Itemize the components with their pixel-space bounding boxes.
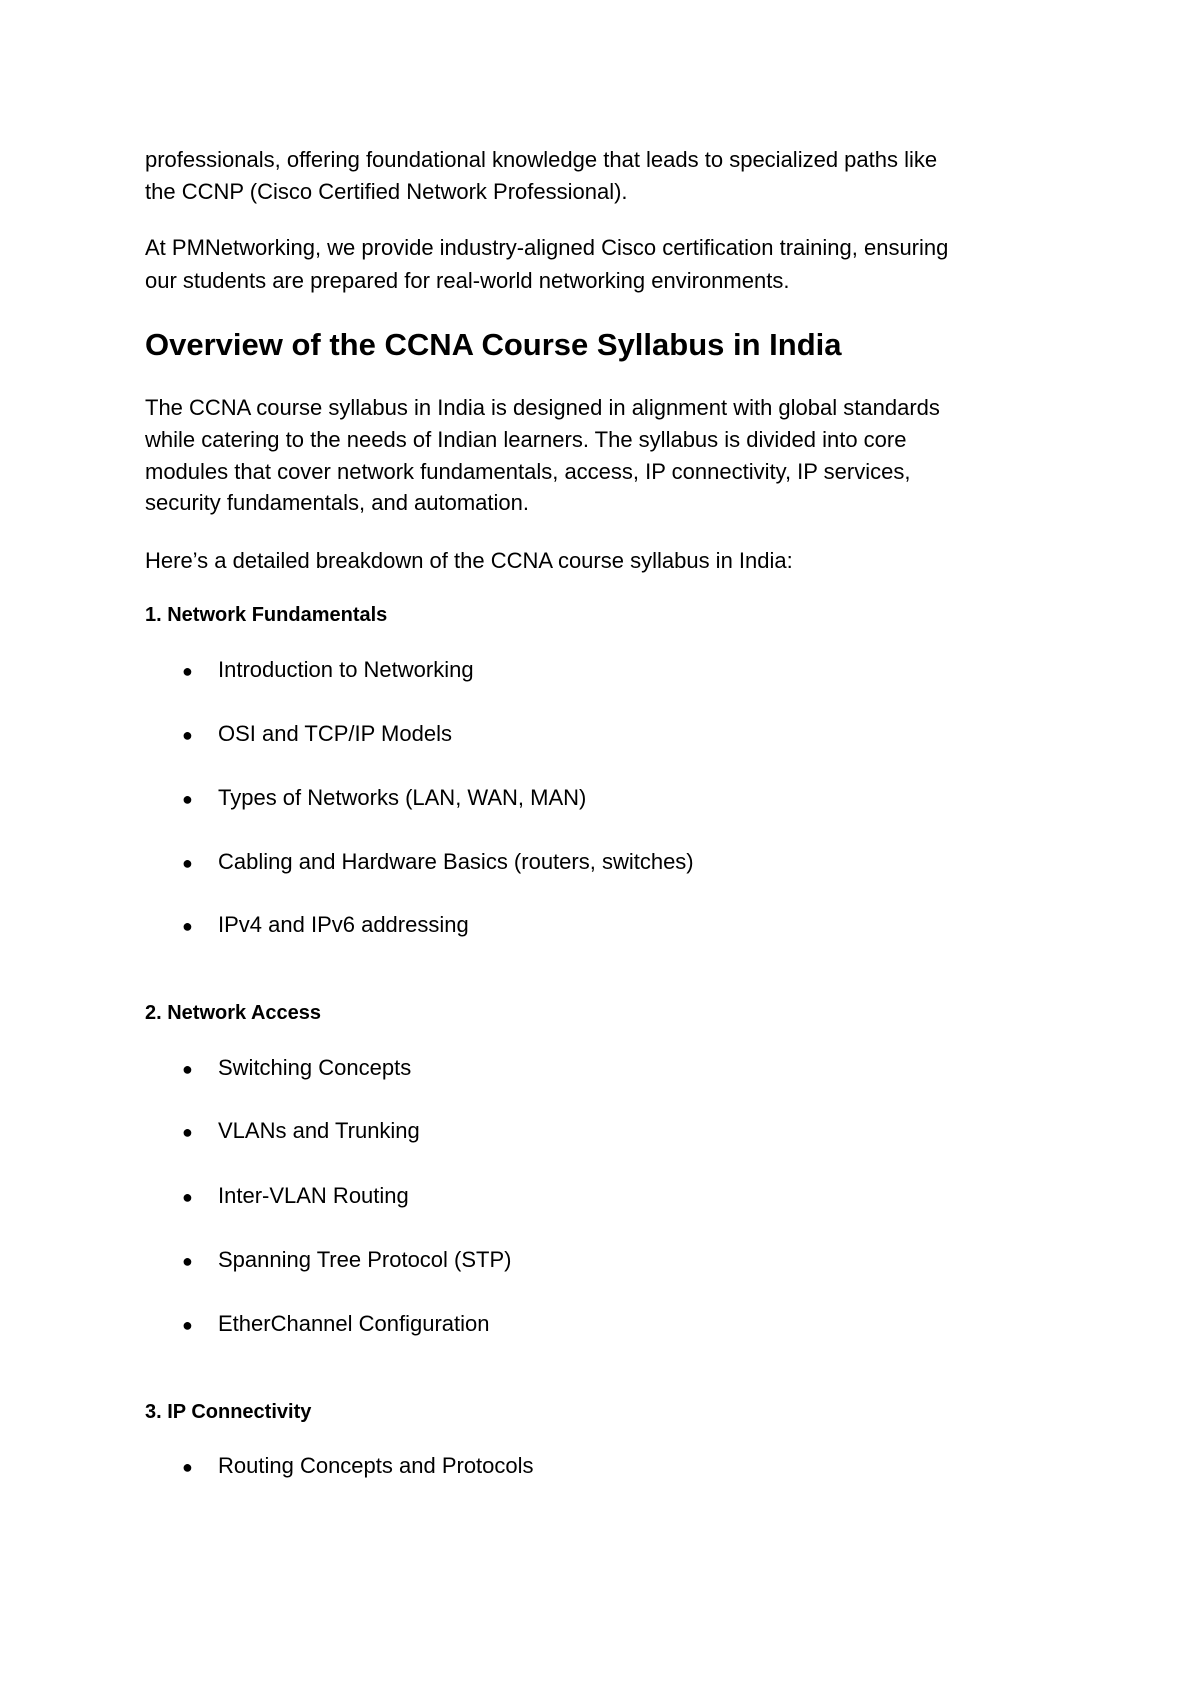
bullet-icon: ● bbox=[182, 1122, 193, 1142]
section-heading: Overview of the CCNA Course Syllabus in India bbox=[145, 327, 842, 362]
bullet-icon: ● bbox=[182, 725, 193, 745]
bullet-icon: ● bbox=[182, 1315, 193, 1335]
list-item: ● IPv4 and IPv6 addressing bbox=[182, 909, 469, 942]
list-item: ● VLANs and Trunking bbox=[182, 1115, 420, 1148]
paragraph-line: The CCNA course syllabus in India is designed in alignment with global standards bbox=[145, 395, 940, 420]
paragraph-line: Here’s a detailed breakdown of the CCNA course syllabus in India: bbox=[145, 548, 793, 573]
bullet-icon: ● bbox=[182, 1251, 193, 1271]
paragraph-line: while catering to the needs of Indian learners. The syllabus is divided into core bbox=[145, 427, 907, 452]
list-item: ● Spanning Tree Protocol (STP) bbox=[182, 1244, 511, 1277]
list-item: ● Cabling and Hardware Basics (routers, switches) bbox=[182, 846, 694, 879]
paragraph-line: our students are prepared for real-world networking environments. bbox=[145, 268, 790, 293]
paragraph-line: At PMNetworking, we provide industry-aligned Cisco certification training, ensuring bbox=[145, 235, 949, 260]
paragraph-line: security fundamentals, and automation. bbox=[145, 490, 530, 515]
bullet-icon: ● bbox=[182, 1457, 193, 1477]
list-item: ● Inter-VLAN Routing bbox=[182, 1180, 409, 1213]
subsection-heading: 3. IP Connectivity bbox=[145, 1401, 312, 1423]
bullet-icon: ● bbox=[182, 1187, 193, 1207]
bullet-icon: ● bbox=[182, 916, 193, 936]
list-item: ● Introduction to Networking bbox=[182, 654, 474, 687]
subsection-heading: 1. Network Fundamentals bbox=[145, 604, 388, 626]
list-item: ● OSI and TCP/IP Models bbox=[182, 718, 452, 751]
bullet-icon: ● bbox=[182, 853, 193, 873]
paragraph-line: professionals, offering foundational knowledge that leads to specialized paths like bbox=[145, 147, 938, 172]
list-item: ● Routing Concepts and Protocols bbox=[182, 1450, 534, 1483]
bullet-icon: ● bbox=[182, 661, 193, 681]
paragraph-line: the CCNP (Cisco Certified Network Professional). bbox=[145, 179, 628, 204]
list-item: ● Switching Concepts bbox=[182, 1052, 411, 1085]
list-item: ● EtherChannel Configuration bbox=[182, 1308, 490, 1341]
paragraph-line: modules that cover network fundamentals, access, IP connectivity, IP services, bbox=[145, 459, 911, 484]
bullet-icon: ● bbox=[182, 1059, 193, 1079]
subsection-heading: 2. Network Access bbox=[145, 1002, 322, 1024]
bullet-icon: ● bbox=[182, 789, 193, 809]
list-item: ● Types of Networks (LAN, WAN, MAN) bbox=[182, 782, 586, 815]
